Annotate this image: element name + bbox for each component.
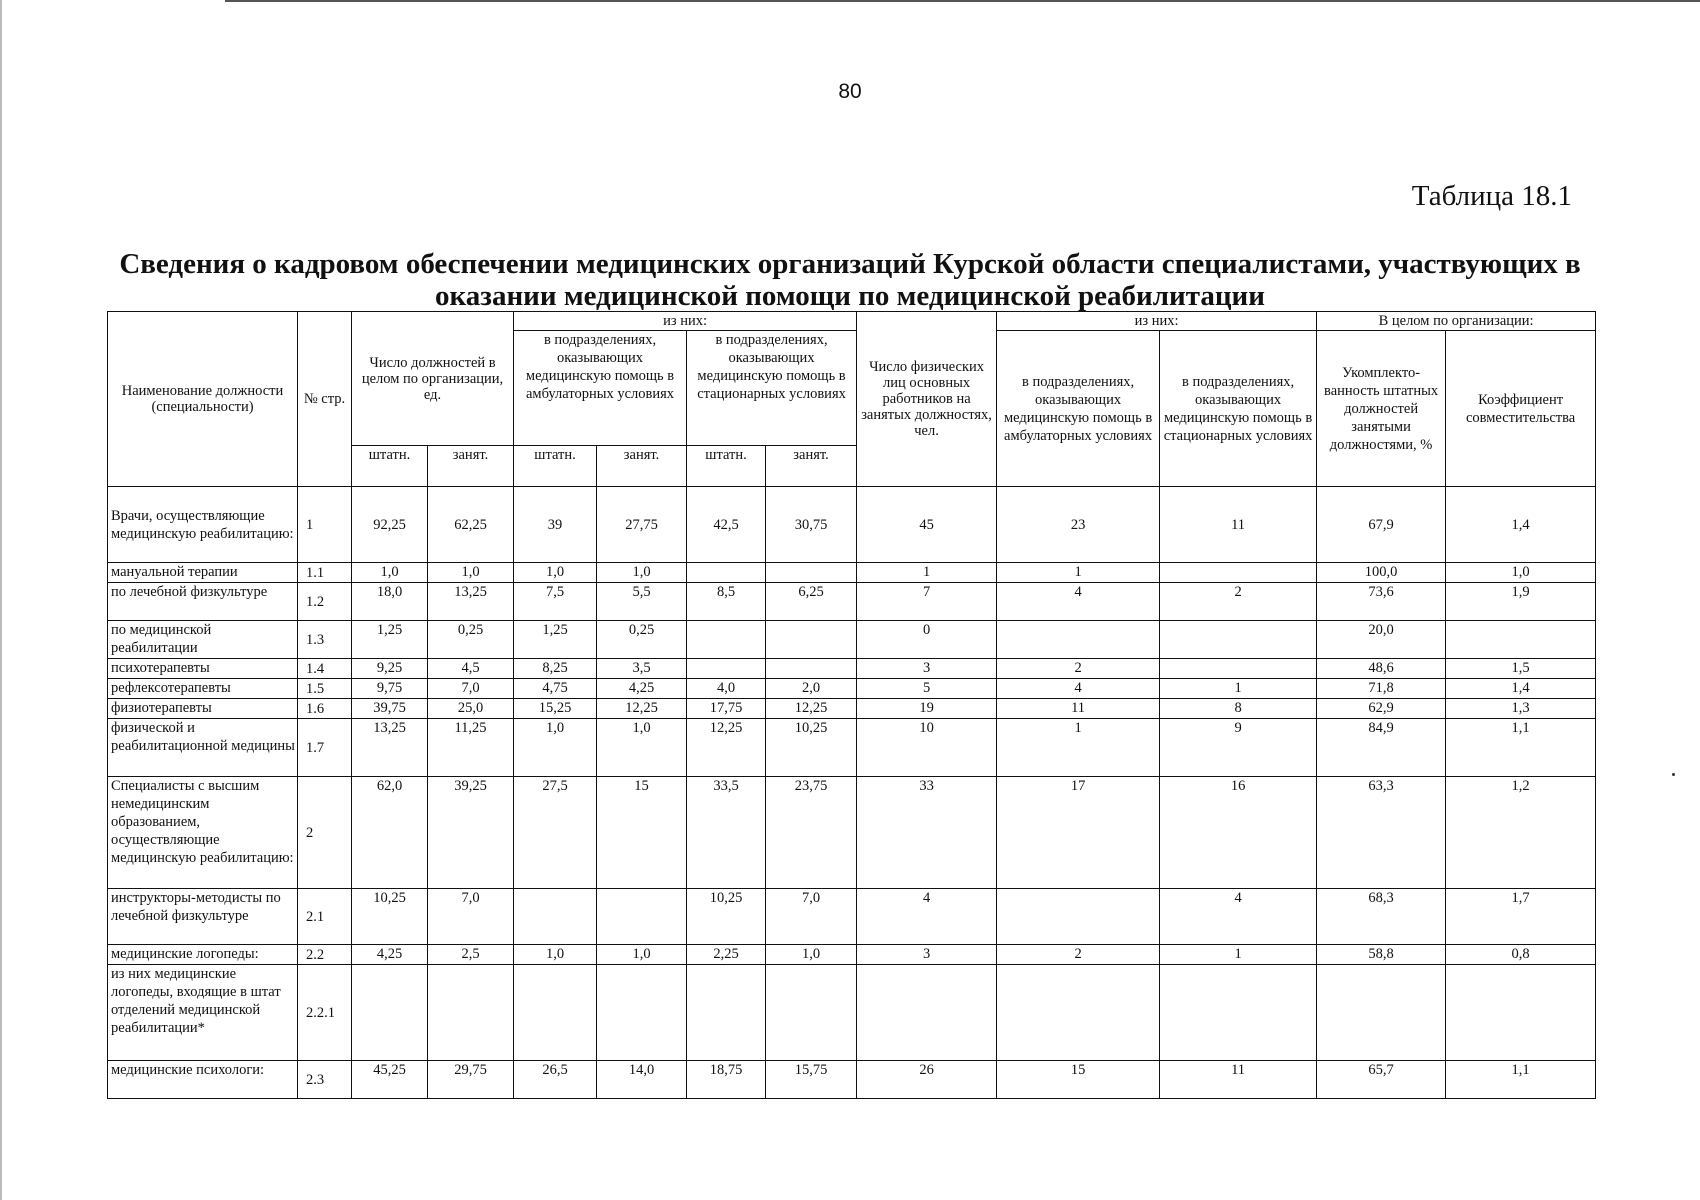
- value-cell-c4: 12,25: [597, 699, 687, 719]
- value-cell-c9: [1160, 621, 1317, 659]
- value-cell-c8: 17: [997, 777, 1160, 889]
- value-cell-c11: [1446, 965, 1596, 1061]
- value-cell-c9: 11: [1160, 487, 1317, 563]
- value-cell-c1: [352, 965, 428, 1061]
- value-cell-c11: 0,8: [1446, 945, 1596, 965]
- value-cell-c7: 7: [857, 583, 997, 621]
- value-cell-c3: 15,25: [514, 699, 597, 719]
- value-cell-c8: [997, 965, 1160, 1061]
- value-cell-c2: 25,0: [428, 699, 514, 719]
- value-cell-c1: 62,0: [352, 777, 428, 889]
- table-label: Таблица 18.1: [1411, 180, 1572, 212]
- table-row: [108, 679, 1596, 699]
- header-occupied: занят.: [766, 446, 857, 487]
- value-cell-c2: 39,25: [428, 777, 514, 889]
- value-cell-c11: 1,9: [1446, 583, 1596, 621]
- value-cell-c10: 20,0: [1317, 621, 1446, 659]
- value-cell-c5: 17,75: [687, 699, 766, 719]
- value-cell-c5: 10,25: [687, 889, 766, 945]
- value-cell-c10: 84,9: [1317, 719, 1446, 777]
- row-number-cell: 1.2: [298, 583, 352, 621]
- value-cell-c1: 1,0: [352, 563, 428, 583]
- position-name-cell: инструкторы-методисты по лечебной физкультуре: [108, 889, 298, 945]
- document-title: Сведения о кадровом обеспечении медицинских организаций Курской области специалистами, участвующих в оказании медицинской помощи по медицинской реабилитации: [119, 248, 1581, 312]
- value-cell-c5: [687, 621, 766, 659]
- value-cell-c3: 1,0: [514, 719, 597, 777]
- value-cell-c4: 5,5: [597, 583, 687, 621]
- table-row: [108, 583, 1596, 621]
- value-cell-c10: 48,6: [1317, 659, 1446, 679]
- value-cell-c9: 16: [1160, 777, 1317, 889]
- table-row: [108, 945, 1596, 965]
- table-row: [108, 1061, 1596, 1099]
- value-cell-c5: [687, 659, 766, 679]
- value-cell-c8: [997, 621, 1160, 659]
- value-cell-c8: [997, 889, 1160, 945]
- value-cell-c11: 1,7: [1446, 889, 1596, 945]
- value-cell-c3: [514, 965, 597, 1061]
- value-cell-c1: 9,25: [352, 659, 428, 679]
- row-number-cell: 1.1: [298, 563, 352, 583]
- value-cell-c9: 8: [1160, 699, 1317, 719]
- value-cell-c2: 4,5: [428, 659, 514, 679]
- value-cell-c6: 30,75: [766, 487, 857, 563]
- position-name-cell: по лечебной физкультуре: [108, 583, 298, 621]
- value-cell-c6: 12,25: [766, 699, 857, 719]
- value-cell-c8: 4: [997, 583, 1160, 621]
- value-cell-c4: 1,0: [597, 945, 687, 965]
- row-number-cell: 2.2.1: [298, 965, 352, 1061]
- value-cell-c11: 1,4: [1446, 679, 1596, 699]
- value-cell-c5: 42,5: [687, 487, 766, 563]
- header-inpatient: в подразделениях, оказывающих медицинскую помощь в стационарных условиях: [687, 331, 857, 446]
- row-number-cell: 1.7: [298, 719, 352, 777]
- value-cell-c3: 1,0: [514, 945, 597, 965]
- table-row: [108, 563, 1596, 583]
- position-name-cell: медицинские психологи:: [108, 1061, 298, 1099]
- value-cell-c1: 92,25: [352, 487, 428, 563]
- value-cell-c8: 23: [997, 487, 1160, 563]
- value-cell-c7: 1: [857, 563, 997, 583]
- value-cell-c5: 18,75: [687, 1061, 766, 1099]
- header-positions-total: Число должностей в целом по организации, ед.: [352, 312, 514, 446]
- position-name-cell: психотерапевты: [108, 659, 298, 679]
- value-cell-c7: 3: [857, 945, 997, 965]
- position-name-cell: медицинские логопеды:: [108, 945, 298, 965]
- value-cell-c11: 1,4: [1446, 487, 1596, 563]
- left-border-line: [0, 0, 2, 1200]
- header-individuals: Число физических лиц основных работников на занятых должностях, чел.: [857, 312, 997, 487]
- value-cell-c6: 6,25: [766, 583, 857, 621]
- value-cell-c4: [597, 889, 687, 945]
- row-number-cell: 1: [298, 487, 352, 563]
- value-cell-c6: [766, 659, 857, 679]
- header-of-them-2: из них:: [997, 312, 1317, 331]
- row-number-cell: 1.6: [298, 699, 352, 719]
- row-number-cell: 1.4: [298, 659, 352, 679]
- value-cell-c7: 5: [857, 679, 997, 699]
- value-cell-c6: 1,0: [766, 945, 857, 965]
- value-cell-c10: 67,9: [1317, 487, 1446, 563]
- header-staff: штатн.: [687, 446, 766, 487]
- value-cell-c4: [597, 965, 687, 1061]
- value-cell-c9: 1: [1160, 945, 1317, 965]
- value-cell-c7: [857, 965, 997, 1061]
- value-cell-c5: 33,5: [687, 777, 766, 889]
- value-cell-c9: [1160, 563, 1317, 583]
- header-coefficient: Коэффициент совместительства: [1446, 331, 1596, 487]
- table-header: [108, 312, 1596, 487]
- header-org-total: В целом по организации:: [1317, 312, 1596, 331]
- header-staff: штатн.: [514, 446, 597, 487]
- value-cell-c6: 23,75: [766, 777, 857, 889]
- value-cell-c6: [766, 965, 857, 1061]
- value-cell-c1: 45,25: [352, 1061, 428, 1099]
- header-ind-inpatient: в подразделениях, оказывающих медицинскую помощь в стационарных условиях: [1160, 331, 1317, 487]
- position-name-cell: мануальной терапии: [108, 563, 298, 583]
- position-name-cell: рефлексотерапевты: [108, 679, 298, 699]
- value-cell-c11: 1,1: [1446, 719, 1596, 777]
- row-number-cell: 2.3: [298, 1061, 352, 1099]
- value-cell-c5: 8,5: [687, 583, 766, 621]
- value-cell-c5: 12,25: [687, 719, 766, 777]
- value-cell-c7: 45: [857, 487, 997, 563]
- value-cell-c2: 2,5: [428, 945, 514, 965]
- value-cell-c10: 71,8: [1317, 679, 1446, 699]
- value-cell-c2: 13,25: [428, 583, 514, 621]
- value-cell-c10: [1317, 965, 1446, 1061]
- value-cell-c11: 1,1: [1446, 1061, 1596, 1099]
- header-occupied: занят.: [597, 446, 687, 487]
- position-name-cell: по медицинской реабилитации: [108, 621, 298, 659]
- value-cell-c3: [514, 889, 597, 945]
- value-cell-c4: 27,75: [597, 487, 687, 563]
- value-cell-c6: [766, 621, 857, 659]
- value-cell-c3: 1,25: [514, 621, 597, 659]
- value-cell-c1: 1,25: [352, 621, 428, 659]
- value-cell-c4: 1,0: [597, 719, 687, 777]
- row-number-cell: 1.3: [298, 621, 352, 659]
- value-cell-c8: 1: [997, 563, 1160, 583]
- table-row: [108, 889, 1596, 945]
- value-cell-c11: 1,3: [1446, 699, 1596, 719]
- value-cell-c4: 3,5: [597, 659, 687, 679]
- value-cell-c2: 29,75: [428, 1061, 514, 1099]
- value-cell-c7: 19: [857, 699, 997, 719]
- value-cell-c1: 9,75: [352, 679, 428, 699]
- table-row: [108, 659, 1596, 679]
- value-cell-c4: 4,25: [597, 679, 687, 699]
- value-cell-c11: 1,5: [1446, 659, 1596, 679]
- value-cell-c7: 10: [857, 719, 997, 777]
- value-cell-c2: 7,0: [428, 679, 514, 699]
- value-cell-c5: [687, 563, 766, 583]
- margin-dot: [1672, 773, 1675, 776]
- value-cell-c10: 63,3: [1317, 777, 1446, 889]
- header-occupied: занят.: [428, 446, 514, 487]
- value-cell-c2: 62,25: [428, 487, 514, 563]
- header-ambulatory: в подразделениях, оказывающих медицинскую помощь в амбулаторных условиях: [514, 331, 687, 446]
- value-cell-c8: 15: [997, 1061, 1160, 1099]
- value-cell-c5: [687, 965, 766, 1061]
- value-cell-c6: [766, 563, 857, 583]
- value-cell-c1: 39,75: [352, 699, 428, 719]
- table-body: [108, 487, 1596, 1099]
- staffing-table: [107, 311, 1596, 1099]
- value-cell-c5: 2,25: [687, 945, 766, 965]
- value-cell-c7: 4: [857, 889, 997, 945]
- value-cell-c2: 11,25: [428, 719, 514, 777]
- header-name: Наименование должности (специальности): [108, 312, 298, 487]
- value-cell-c6: 10,25: [766, 719, 857, 777]
- value-cell-c4: 0,25: [597, 621, 687, 659]
- value-cell-c3: 7,5: [514, 583, 597, 621]
- value-cell-c2: 1,0: [428, 563, 514, 583]
- value-cell-c8: 4: [997, 679, 1160, 699]
- value-cell-c3: 8,25: [514, 659, 597, 679]
- value-cell-c3: 39: [514, 487, 597, 563]
- header-of-them-1: из них:: [514, 312, 857, 331]
- value-cell-c10: 100,0: [1317, 563, 1446, 583]
- value-cell-c4: 1,0: [597, 563, 687, 583]
- value-cell-c1: 13,25: [352, 719, 428, 777]
- position-name-cell: физиотерапевты: [108, 699, 298, 719]
- value-cell-c4: 15: [597, 777, 687, 889]
- table-row: [108, 719, 1596, 777]
- value-cell-c11: [1446, 621, 1596, 659]
- value-cell-c3: 1,0: [514, 563, 597, 583]
- value-cell-c7: 33: [857, 777, 997, 889]
- value-cell-c2: 0,25: [428, 621, 514, 659]
- value-cell-c6: 7,0: [766, 889, 857, 945]
- value-cell-c9: [1160, 965, 1317, 1061]
- value-cell-c7: 0: [857, 621, 997, 659]
- value-cell-c8: 2: [997, 659, 1160, 679]
- header-staff: штатн.: [352, 446, 428, 487]
- value-cell-c9: 4: [1160, 889, 1317, 945]
- value-cell-c7: 3: [857, 659, 997, 679]
- value-cell-c4: 14,0: [597, 1061, 687, 1099]
- value-cell-c6: 2,0: [766, 679, 857, 699]
- header-row-no: № стр.: [298, 312, 352, 487]
- top-border-line: [225, 0, 1700, 2]
- value-cell-c9: 11: [1160, 1061, 1317, 1099]
- table-row: [108, 621, 1596, 659]
- value-cell-c1: 18,0: [352, 583, 428, 621]
- value-cell-c11: 1,0: [1446, 563, 1596, 583]
- position-name-cell: Специалисты с высшим немедицинским образованием, осуществляющие медицинскую реабилитацию:: [108, 777, 298, 889]
- value-cell-c10: 65,7: [1317, 1061, 1446, 1099]
- value-cell-c2: 7,0: [428, 889, 514, 945]
- value-cell-c9: 9: [1160, 719, 1317, 777]
- value-cell-c7: 26: [857, 1061, 997, 1099]
- value-cell-c9: 2: [1160, 583, 1317, 621]
- value-cell-c10: 68,3: [1317, 889, 1446, 945]
- value-cell-c9: 1: [1160, 679, 1317, 699]
- value-cell-c10: 62,9: [1317, 699, 1446, 719]
- value-cell-c1: 4,25: [352, 945, 428, 965]
- table-row: [108, 965, 1596, 1061]
- row-number-cell: 2.2: [298, 945, 352, 965]
- value-cell-c3: 26,5: [514, 1061, 597, 1099]
- row-number-cell: 2.1: [298, 889, 352, 945]
- value-cell-c10: 73,6: [1317, 583, 1446, 621]
- value-cell-c10: 58,8: [1317, 945, 1446, 965]
- value-cell-c11: 1,2: [1446, 777, 1596, 889]
- value-cell-c1: 10,25: [352, 889, 428, 945]
- header-staffing: Укомплекто-ванность штатных должностей занятыми должностями, %: [1317, 331, 1446, 487]
- header-ind-ambulatory: в подразделениях, оказывающих медицинскую помощь в амбулаторных условиях: [997, 331, 1160, 487]
- value-cell-c6: 15,75: [766, 1061, 857, 1099]
- position-name-cell: из них медицинские логопеды, входящие в штат отделений медицинской реабилитации*: [108, 965, 298, 1061]
- value-cell-c2: [428, 965, 514, 1061]
- row-number-cell: 1.5: [298, 679, 352, 699]
- value-cell-c3: 27,5: [514, 777, 597, 889]
- value-cell-c9: [1160, 659, 1317, 679]
- table-row: [108, 487, 1596, 563]
- row-number-cell: 2: [298, 777, 352, 889]
- position-name-cell: физической и реабилитационной медицины: [108, 719, 298, 777]
- table-row: [108, 699, 1596, 719]
- table-row: [108, 777, 1596, 889]
- value-cell-c8: 2: [997, 945, 1160, 965]
- position-name-cell: Врачи, осуществляющие медицинскую реабилитацию:: [108, 487, 298, 563]
- value-cell-c8: 11: [997, 699, 1160, 719]
- value-cell-c3: 4,75: [514, 679, 597, 699]
- page-number: 80: [838, 80, 862, 103]
- value-cell-c8: 1: [997, 719, 1160, 777]
- value-cell-c5: 4,0: [687, 679, 766, 699]
